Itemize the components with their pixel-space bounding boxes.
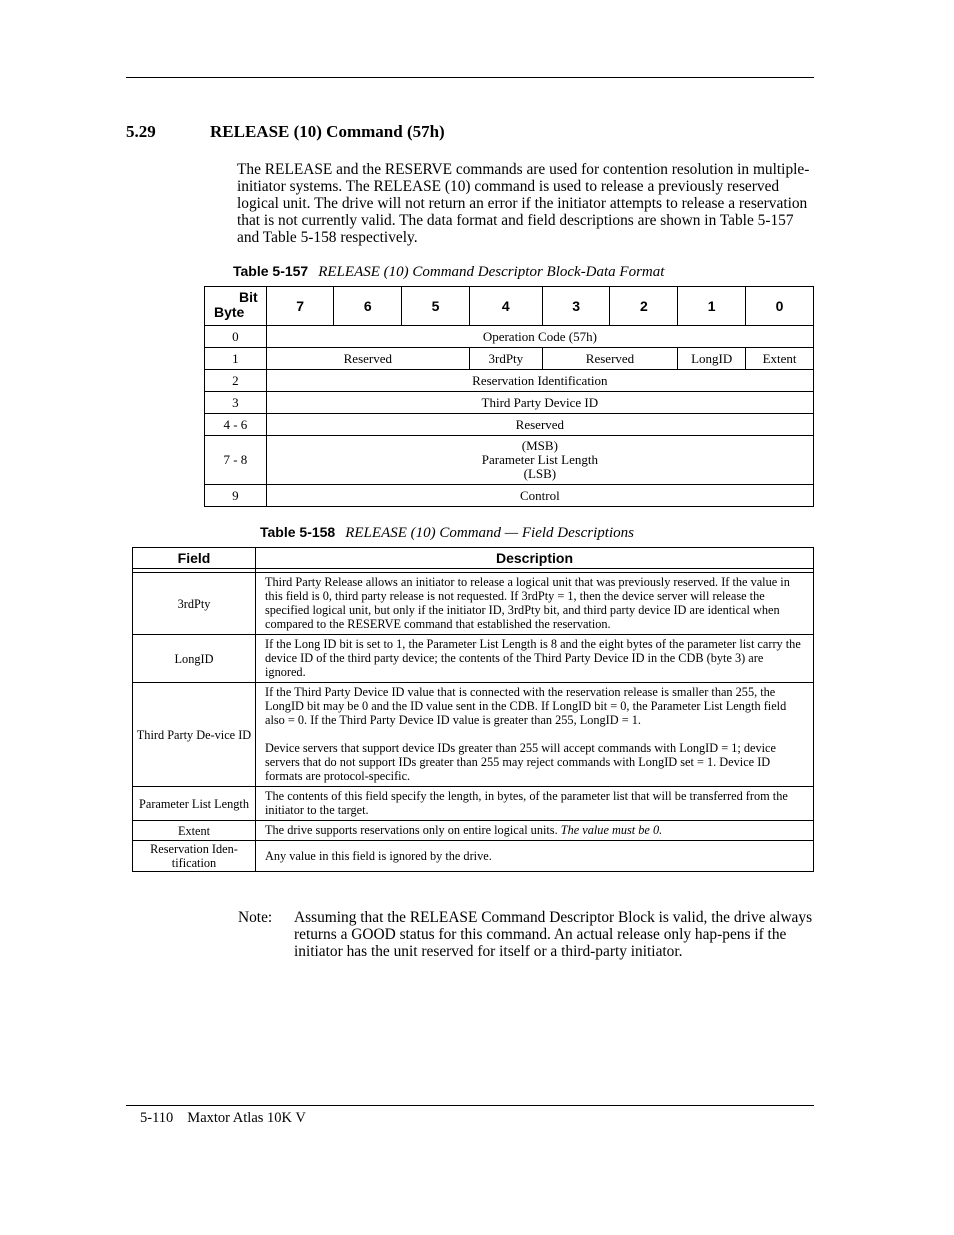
byte-number: 4 - 6	[205, 414, 267, 436]
field-name: Parameter List Length	[481, 452, 598, 467]
page-number: 5-110	[140, 1110, 174, 1126]
lsb-marker: (LSB)	[523, 466, 557, 481]
table2-title: RELEASE (10) Command — Field Descriptions	[345, 525, 634, 541]
note-block	[238, 909, 814, 960]
field-name: Extent	[133, 821, 256, 841]
section-number: 5.29	[126, 122, 156, 141]
field-cell: Control	[266, 485, 813, 507]
field-cell: Reserved	[266, 414, 813, 436]
table-row	[133, 635, 814, 683]
field-name: Parameter List Length	[133, 787, 256, 821]
note-label: Note:	[238, 909, 273, 926]
bit-2: 2	[610, 287, 678, 326]
msb-marker: (MSB)	[521, 438, 558, 453]
field-description: The contents of this field specify the length, in bytes, of the parameter list that will be transferred from the initiator to the target.	[256, 787, 814, 821]
description-paragraph: Device servers that support device IDs greater than 255 will accept commands with LongID = 1; device servers that do not support IDs greater than 255 may reject commands with LongID set = 1. Device ID formats are protocol-specific.	[265, 741, 776, 783]
byte-number: 3	[205, 392, 267, 414]
section-title: RELEASE (10) Command (57h)	[210, 122, 445, 141]
table1-label: Table 5-157	[233, 263, 309, 279]
field-cell: Reserved	[266, 348, 469, 370]
bit-label: Bit	[239, 289, 258, 305]
bit-header-row	[205, 287, 814, 326]
byte-number: 9	[205, 485, 267, 507]
byte-number: 1	[205, 348, 267, 370]
section-heading	[126, 122, 445, 142]
cdb-format-table	[204, 286, 814, 507]
byte-number: 2	[205, 370, 267, 392]
field-cell: Extent	[746, 348, 814, 370]
table-row	[205, 370, 814, 392]
table2-label: Table 5-158	[260, 524, 336, 540]
table-row	[205, 485, 814, 507]
field-name: Reservation Iden-tification	[133, 841, 256, 872]
field-descriptions-table	[132, 547, 814, 872]
field-description: Third Party Release allows an initiator to release a logical unit that was previously reserved. If the value in this field is 0, third party release is not requested. If 3rdPty = 1, then the device server will release the specified logical unit, but only if the initiator ID, 3rdPty bit, and third party device ID are identical when compared to the RESERVE command that established the reservation.	[256, 573, 814, 635]
table-row	[205, 392, 814, 414]
field-description	[256, 683, 814, 787]
bit-byte-corner	[205, 287, 267, 326]
description-paragraph: If the Third Party Device ID value that is connected with the reservation release is smaller than 255, the LongID bit may be 0 and the ID value sent in the CDB. If LongID bit = 0, the Parameter List Length field also = 0. If the Third Party Device ID value is greater than 255, LongID = 1.	[265, 685, 787, 727]
header-rule	[126, 77, 814, 78]
note-text: Assuming that the RELEASE Command Descriptor Block is valid, the drive always returns a GOOD status for this command. An actual release only hap-pens if the initiator has the unit reserved for itself or a third-party initiator.	[294, 909, 813, 960]
description-text: The drive supports reservations only on entire logical units.	[265, 823, 558, 837]
field-column-header: Field	[133, 548, 256, 569]
field-cell: Reservation Identification	[266, 370, 813, 392]
table1-title: RELEASE (10) Command Descriptor Block-Data Format	[318, 264, 665, 280]
description-emphasis: The value must be 0.	[560, 823, 663, 837]
field-name: Third Party De-vice ID	[133, 683, 256, 787]
field-cell: Third Party Device ID	[266, 392, 813, 414]
bit-6: 6	[334, 287, 402, 326]
field-description	[256, 821, 814, 841]
table-row	[205, 348, 814, 370]
bit-4: 4	[469, 287, 542, 326]
footer-rule	[126, 1105, 814, 1106]
field-cell: Reserved	[542, 348, 678, 370]
product-name: Maxtor Atlas 10K V	[187, 1110, 306, 1126]
table-row	[205, 436, 814, 485]
field-cell: LongID	[678, 348, 746, 370]
bit-3: 3	[542, 287, 610, 326]
table-row	[133, 841, 814, 872]
bit-5: 5	[402, 287, 470, 326]
table-row	[205, 326, 814, 348]
field-description: Any value in this field is ignored by the drive.	[256, 841, 814, 872]
table2-caption	[260, 524, 634, 542]
header-row	[133, 548, 814, 569]
byte-label: Byte	[214, 304, 245, 320]
field-cell: 3rdPty	[469, 348, 542, 370]
page-footer	[140, 1110, 306, 1127]
table-row	[133, 573, 814, 635]
table1-caption	[233, 263, 664, 281]
byte-number: 7 - 8	[205, 436, 267, 485]
field-cell: Operation Code (57h)	[266, 326, 813, 348]
bit-7: 7	[266, 287, 334, 326]
intro-paragraph: The RELEASE and the RESERVE commands are used for contention resolution in multiple-initiator systems. The RELEASE (10) command is used to release a previously reserved logical unit. The drive will not return an error if the initiator attempts to release a reservation that is not currently valid. The data format and field descriptions are shown in Table 5-157 and Table 5-158 respectively.	[237, 161, 810, 246]
field-cell	[266, 436, 813, 485]
byte-number: 0	[205, 326, 267, 348]
field-name: 3rdPty	[133, 573, 256, 635]
field-description: If the Long ID bit is set to 1, the Parameter List Length is 8 and the eight bytes of the parameter list carry the device ID of the third party device; the contents of the Third Party Device ID in the CDB (byte 3) are ignored.	[256, 635, 814, 683]
bit-1: 1	[678, 287, 746, 326]
bit-0: 0	[746, 287, 814, 326]
table-row	[133, 821, 814, 841]
field-name: LongID	[133, 635, 256, 683]
table-row	[133, 683, 814, 787]
description-column-header: Description	[256, 548, 814, 569]
table-row	[133, 787, 814, 821]
table-row	[205, 414, 814, 436]
